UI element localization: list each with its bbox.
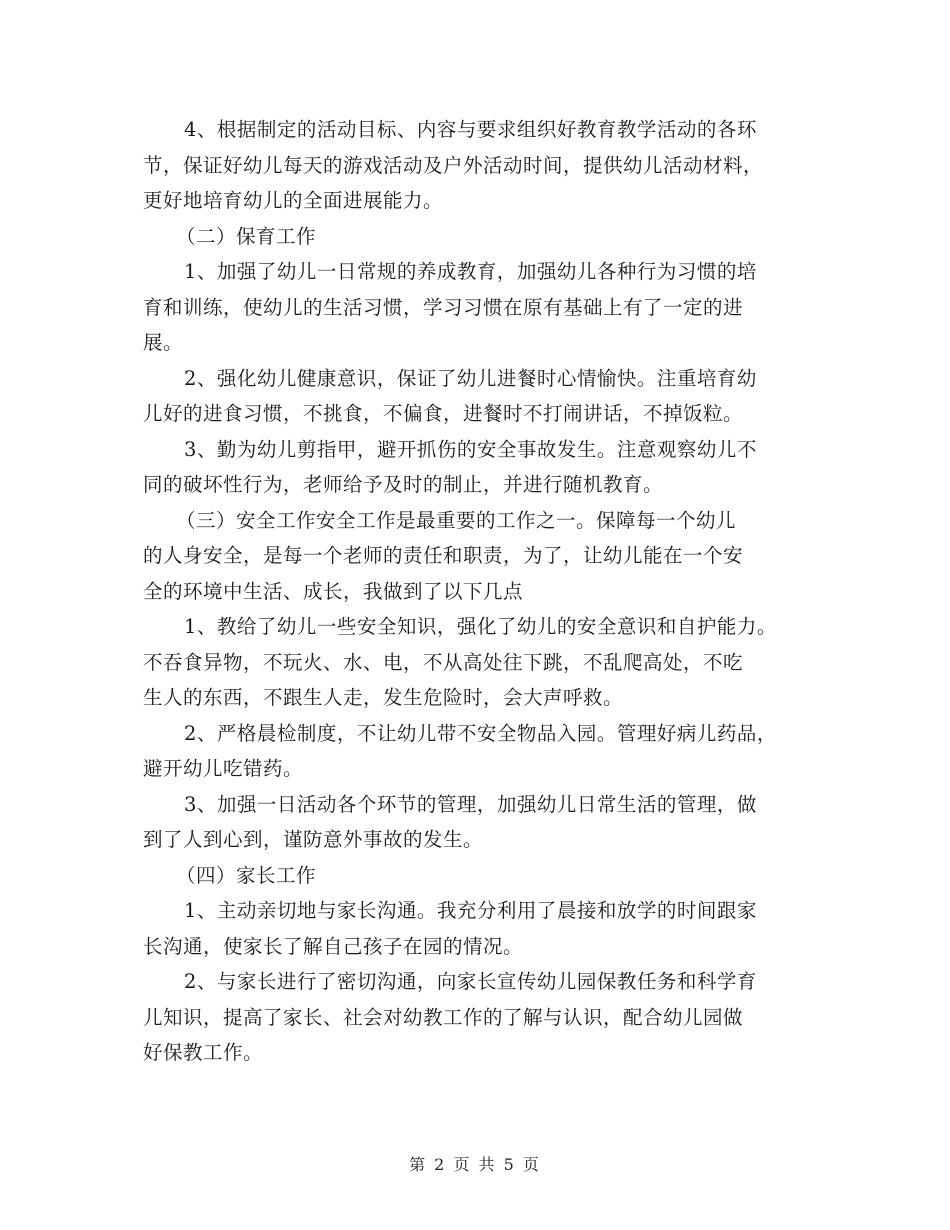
text-line: 不吞食异物，不玩火、水、电，不从高处往下跳，不乱爬高处，不吃 [143, 650, 744, 674]
text-line: （四）家长工作 [176, 863, 317, 887]
text-line: 更好地培育幼儿的全面进展能力。 [143, 189, 444, 212]
text-line: 1、教给了幼儿一些安全知识，强化了幼儿的安全意识和自护能力。 [184, 615, 777, 638]
text-line: 育和训练，使幼儿的生活习惯，学习习惯在原有基础上有了一定的进 [143, 295, 744, 319]
text-line: （三）安全工作安全工作是最重要的工作之一。保障每一个幼儿 [176, 508, 737, 532]
text-line: 展。 [143, 331, 184, 354]
text-line: 节，保证好幼儿每天的游戏活动及户外活动时间，提供幼儿活动材料， [143, 153, 764, 177]
text-line: 长沟通，使家长了解自己孩子在园的情况。 [143, 934, 524, 958]
text-line: 3、加强一日活动各个环节的管理，加强幼儿日常生活的管理，做 [184, 792, 757, 816]
text-line: 2、与家长进行了密切沟通，向家长宣传幼儿园保教任务和科学育 [184, 970, 757, 993]
text-line: 1、加强了幼儿一日常规的养成教育，加强幼儿各种行为习惯的培 [184, 260, 757, 283]
text-line: 2、强化幼儿健康意识，保证了幼儿进餐时心情愉快。注重培育幼 [184, 366, 757, 390]
text-line: 生人的东西，不跟生人走，发生危险时，会大声呼救。 [143, 686, 624, 709]
text-line: 3、勤为幼儿剪指甲，避开抓伤的安全事故发生。注意观察幼儿不 [184, 437, 757, 461]
text-line: 1、主动亲切地与家长沟通。我充分利用了晨接和放学的时间跟家 [184, 899, 757, 922]
text-line: 到了人到心到，谨防意外事故的发生。 [143, 828, 484, 851]
text-line: 同的破坏性行为，老师给予及时的制止，并进行随机教育。 [143, 473, 664, 496]
text-line: 2、严格晨检制度，不让幼儿带不安全物品入园。管理好病儿药品， [184, 721, 777, 745]
page-footer: 第 2 页 共 5 页 [409, 1155, 541, 1174]
text-line: 儿好的进食习惯，不挑食，不偏食，进餐时不打闹讲话，不掉饭粒。 [143, 402, 744, 425]
text-line: 避开幼儿吃错药。 [143, 757, 304, 780]
text-line: 4、根据制定的活动目标、内容与要求组织好教育教学活动的各环 [184, 118, 757, 141]
text-line: 儿知识，提高了家长、社会对幼教工作的了解与认识，配合幼儿园做 [143, 1005, 744, 1029]
text-line: （二）保育工作 [176, 224, 317, 248]
text-line: 的人身安全，是每一个老师的责任和职责，为了，让幼儿能在一个安 [143, 544, 744, 567]
text-line: 全的环境中生活、成长，我做到了以下几点 [143, 579, 524, 603]
body-text [143, 112, 823, 1071]
text-line: 好保教工作。 [143, 1041, 264, 1064]
